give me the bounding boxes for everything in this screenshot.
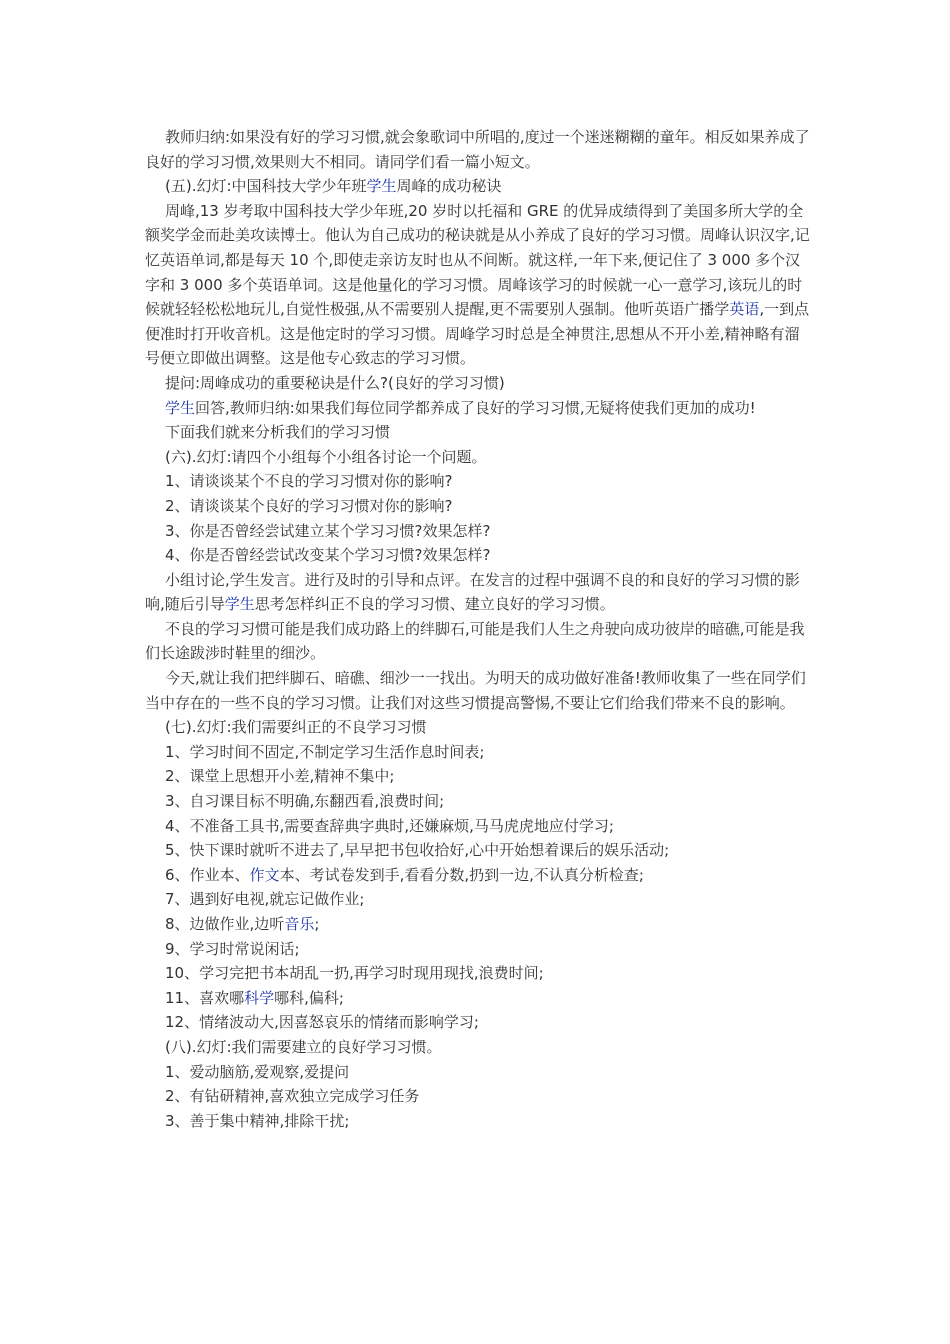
paragraph-text: 教师归纳:如果没有好的学习习惯,就会象歌词中所唱的,度过一个迷迷糊糊的童年。相反如果养成了良好的学习习惯,效果则大不相同。请同学们看一篇小短文。 (145, 128, 810, 171)
paragraph-text: 3、你是否曾经尝试建立某个学习习惯?效果怎样? (165, 521, 491, 540)
keyword-link[interactable]: 学生 (165, 398, 196, 417)
paragraph-text: 下面我们就来分析我们的学习习惯 (165, 423, 391, 442)
paragraph-text: 4、不准备工具书,需要查辞典字典时,还嫌麻烦,马马虎虎地应付学习; (165, 816, 614, 835)
paragraph-text: 周峰的成功秘诀 (396, 177, 502, 196)
list-item (145, 469, 810, 494)
list-item (145, 789, 810, 814)
list-item (145, 887, 810, 912)
list-item (145, 1010, 810, 1035)
paragraph-text: 3、自习课目标不明确,东翻西看,浪费时间; (165, 792, 445, 811)
paragraph-text: 小组讨论,学生发言。进行及时的引导和点评。在发言的过程中强调不良的和良好的学习习惯的影响,随后引导 (145, 570, 800, 614)
paragraph (145, 1035, 810, 1060)
paragraph-text: 10、学习完把书本胡乱一扔,再学习时现用现找,浪费时间; (165, 964, 544, 983)
paragraph (145, 125, 810, 174)
paragraph-text: 2、请谈谈某个良好的学习习惯对你的影响? (165, 496, 453, 515)
paragraph-text: 4、你是否曾经尝试改变某个学习习惯?效果怎样? (165, 546, 491, 565)
paragraph-text: (八).幻灯:我们需要建立的良好学习习惯。 (165, 1037, 442, 1056)
paragraph (145, 420, 810, 445)
paragraph-text: 回答,教师归纳:如果我们每位同学都养成了良好的学习习惯,无疑将使我们更加的成功! (195, 398, 756, 417)
paragraph-text: 哪科,偏科; (274, 988, 344, 1007)
paragraph-text: 7、遇到好电视,就忘记做作业; (165, 890, 365, 909)
paragraph (145, 199, 810, 371)
paragraph-text: ,一到点便准时打开收音机。这是他定时的学习习惯。周峰学习时总是全神贯注,思想从不开小差,精神略有溜号便立即做出调整。这是他专心致志的学习习惯。 (145, 300, 810, 368)
list-item (145, 494, 810, 519)
paragraph-text: 8、边做作业,边听 (165, 915, 285, 933)
list-item (145, 814, 810, 839)
keyword-link[interactable]: 学生 (366, 177, 397, 196)
paragraph-text: 6、作业本、 (165, 865, 250, 884)
paragraph (145, 666, 810, 715)
document-body (145, 125, 810, 1133)
list-item (145, 863, 810, 888)
paragraph (145, 715, 810, 740)
paragraph-text: 周峰,13 岁考取中国科技大学少年班,20 岁时以托福和 GRE 的优异成绩得到了美国多所大学的全额奖学金而赴美攻读博士。他认为自己成功的秘诀就是从小养成了良好的学习习惯。周峰认识汉字,记忆英语单词,都是每天 10 个,即使走亲访友时也从不间断。就这样,一年下来,便记住了 3 000 多个汉字和 3 000 多个英语单词。这是他量化的学习习惯。周峰该学习的时候就一心一意学习,该玩儿的时候就轻轻松松地玩儿,自觉性极强,从不需要别人提醒,更不需要别人强制。他听英语广播学 (145, 201, 810, 319)
keyword-link[interactable]: 音乐 (284, 915, 315, 933)
paragraph (145, 174, 810, 199)
list-item (145, 1060, 810, 1085)
keyword-link[interactable]: 学生 (224, 595, 255, 614)
keyword-link[interactable]: 科学 (244, 988, 275, 1007)
paragraph-text: 本、考试卷发到手,看看分数,扔到一边,不认真分析检查; (279, 865, 644, 884)
list-item (145, 1084, 810, 1109)
paragraph-text: 3、善于集中精神,排除干扰; (165, 1111, 350, 1130)
paragraph-text: 5、快下课时就听不进去了,早早把书包收拾好,心中开始想着课后的娱乐活动; (165, 841, 670, 860)
list-item (145, 912, 810, 937)
paragraph-text: 今天,就让我们把绊脚石、暗礁、细沙一一找出。为明天的成功做好准备!教师收集了一些在同学们当中存在的一些不良的学习习惯。让我们对这些习惯提高警惕,不要让它们给我们带来不良的影响。 (145, 669, 806, 712)
paragraph-text: (六).幻灯:请四个小组每个小组各讨论一个问题。 (165, 447, 487, 466)
paragraph-text: 9、学习时常说闲话; (165, 939, 300, 958)
paragraph-text: 1、学习时间不固定,不制定学习生活作息时间表; (165, 742, 485, 761)
paragraph (145, 568, 810, 617)
list-item (145, 519, 810, 544)
list-item (145, 543, 810, 568)
list-item (145, 764, 810, 789)
list-item (145, 937, 810, 962)
paragraph-text: 1、爱动脑筋,爱观察,爱提问 (165, 1062, 350, 1081)
paragraph-text: 12、情绪波动大,因喜怒哀乐的情绪而影响学习; (165, 1013, 479, 1032)
keyword-link[interactable]: 英语 (729, 300, 760, 319)
list-item (145, 961, 810, 986)
paragraph-text: 2、有钻研精神,喜欢独立完成学习任务 (165, 1087, 420, 1106)
list-item (145, 838, 810, 863)
paragraph-text: (七).幻灯:我们需要纠正的不良学习习惯 (165, 718, 427, 737)
paragraph-text: 提问:周峰成功的重要秘诀是什么?(良好的学习习惯) (165, 373, 505, 392)
paragraph-text: 不良的学习习惯可能是我们成功路上的绊脚石,可能是我们人生之舟驶向成功彼岸的暗礁,可能是我们长途跋涉时鞋里的细沙。 (145, 619, 805, 663)
paragraph-text: (五).幻灯:中国科技大学少年班 (165, 177, 367, 196)
paragraph (145, 445, 810, 470)
paragraph (145, 396, 810, 421)
paragraph (145, 371, 810, 396)
paragraph (145, 617, 810, 666)
paragraph-text: 11、喜欢哪 (165, 988, 245, 1007)
list-item (145, 740, 810, 765)
list-item (145, 1109, 810, 1134)
paragraph-text: 2、课堂上思想开小差,精神不集中; (165, 767, 395, 786)
list-item (145, 986, 810, 1011)
paragraph-text: 思考怎样纠正不良的学习习惯、建立良好的学习习惯。 (254, 595, 615, 614)
paragraph-text: 1、请谈谈某个不良的学习习惯对你的影响? (165, 472, 453, 491)
paragraph-text: ; (314, 915, 320, 933)
keyword-link[interactable]: 作文 (249, 865, 280, 884)
